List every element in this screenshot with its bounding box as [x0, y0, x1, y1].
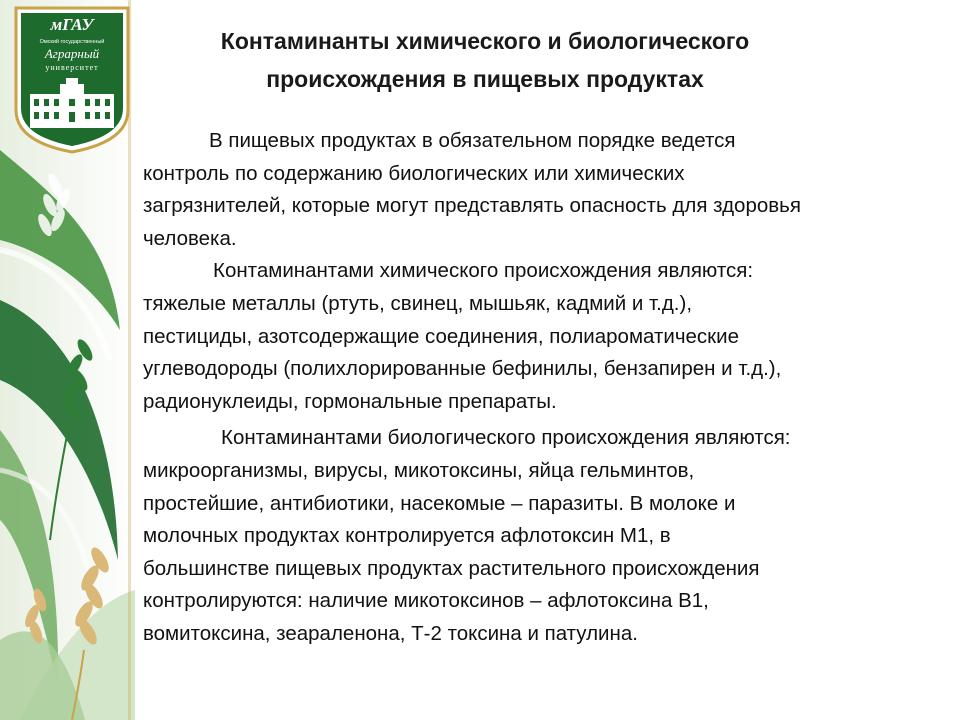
slide-body [143, 125, 933, 651]
paragraph-line: пестициды, азотсодержащие соединения, полиароматические [143, 324, 739, 348]
slide-title [140, 22, 830, 98]
logo-name-line1: Аграрный [44, 46, 100, 61]
paragraph-line: Контаминантами химического происхождения являются: [213, 259, 754, 283]
paragraph-line: микроорганизмы, вирусы, микотоксины, яйца гельминтов, [143, 458, 695, 482]
paragraph-line: молочных продуктах контролируется афлотоксин М1, в [143, 524, 671, 548]
paragraph-line: контролируются: наличие микотоксинов – афлотоксина В1, [143, 589, 709, 613]
paragraph-line: углеводороды (полихлорированные бефинилы, бензапирен и т.д.), [143, 357, 782, 381]
paragraph [143, 255, 933, 418]
paragraph-line: радионуклеиды, гормональные препараты. [143, 389, 557, 413]
paragraph-line: Контаминантами биологического происхождения являются: [221, 426, 791, 450]
paragraph-line: тяжелые металлы (ртуть, свинец, мышьяк, кадмий и т.д.), [143, 291, 693, 315]
paragraph-line: контроль по содержанию биологических или химических [143, 161, 685, 185]
paragraph-line: человека. [143, 226, 237, 250]
paragraph-line: простейшие, антибиотики, насекомые – паразиты. В молоке и [143, 491, 736, 515]
logo-small-text: Омский государственный [39, 39, 105, 45]
paragraph-line: В пищевых продуктах в обязательном порядке ведется [209, 129, 736, 152]
paragraph-line: загрязнителей, которые могут представлять опасность для здоровья [143, 194, 801, 218]
university-logo [14, 6, 130, 154]
paragraph-line: большинстве пищевых продуктах растительного происхождения [143, 556, 760, 580]
title-line: происхождения в пищевых продуктах [266, 66, 704, 92]
paragraph-line: вомитоксина, зеараленона, Т-2 токсина и патулина. [143, 621, 638, 645]
paragraph [143, 125, 933, 255]
logo-title: мГАУ [50, 15, 94, 34]
title-line: Контаминанты химического и биологического [220, 28, 750, 54]
logo-name-line2: университет [45, 63, 99, 72]
paragraph [143, 422, 933, 650]
